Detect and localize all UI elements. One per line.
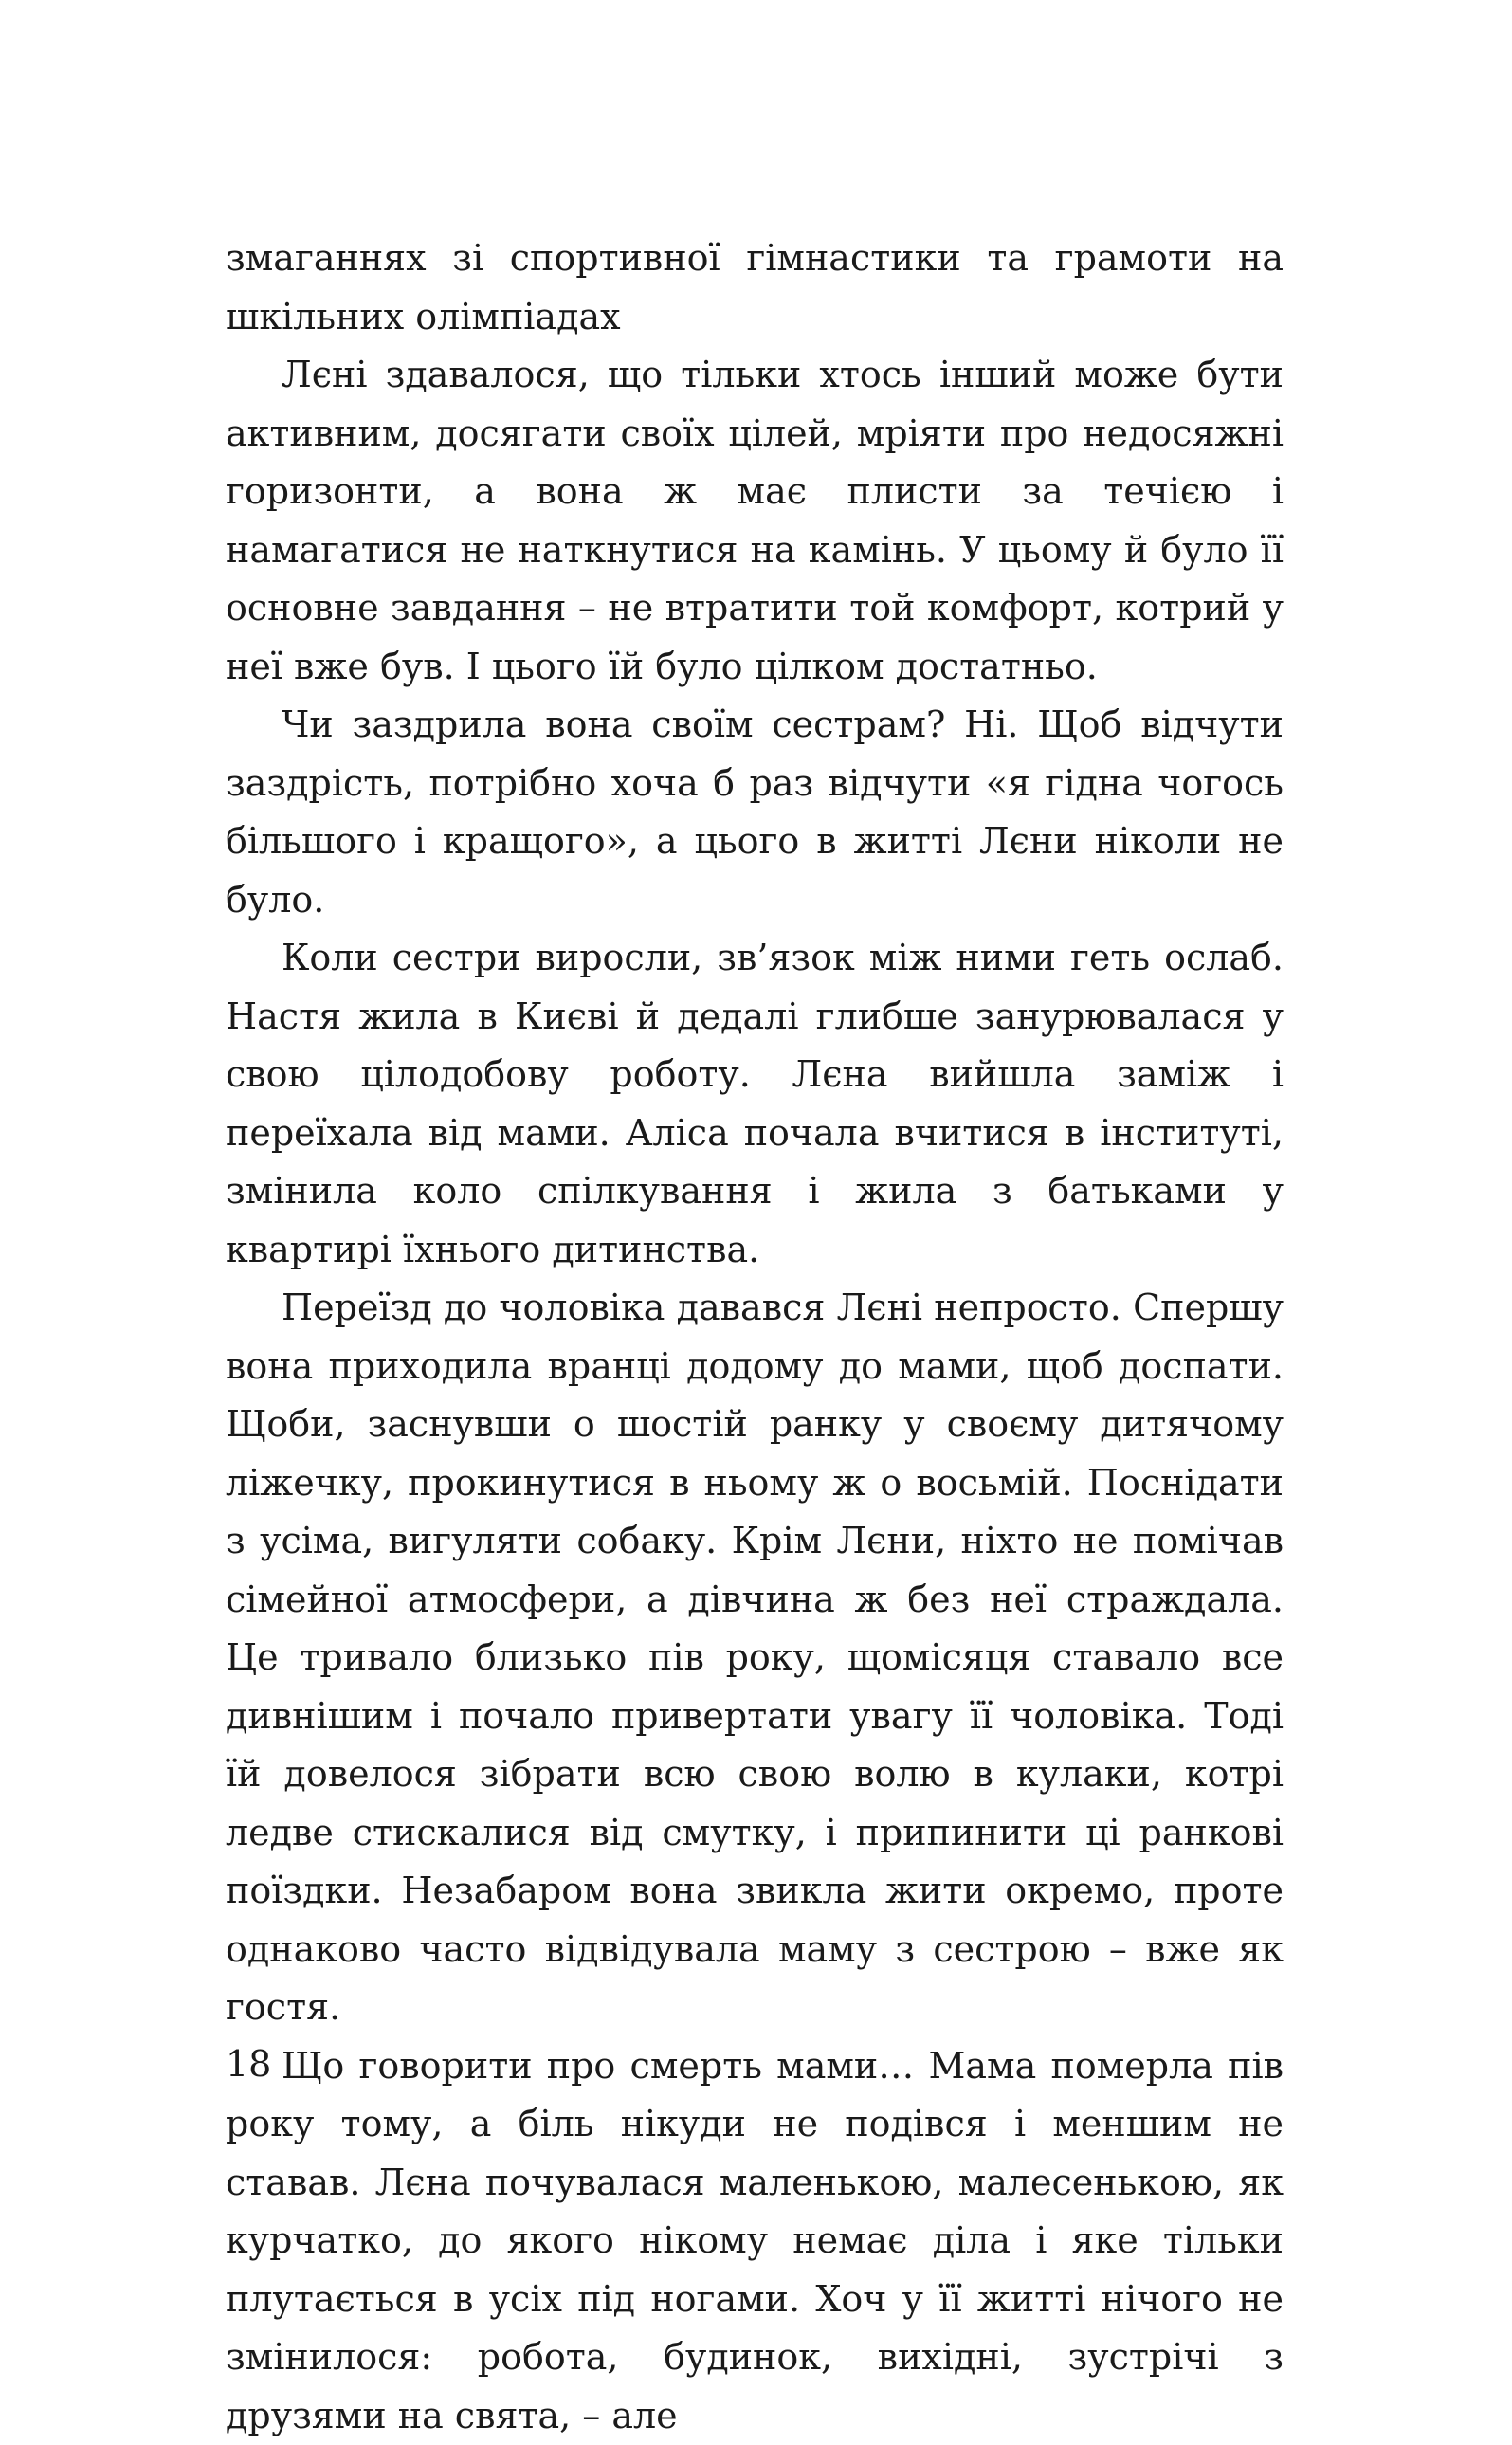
body-text xyxy=(226,229,1284,2445)
paragraph-2: Лєні здавалося, що тільки хтось інший може бути активним, досягати своїх цілей, мріяти про недосяжні горизонти, а вона ж має плисти за течією і намагатися не наткнутися на камінь. У цьому й було її основне завдання – не втратити той комфорт, котрий у неї вже був. І цього їй було цілком достатньо. xyxy=(226,346,1284,696)
page-number: 18 xyxy=(226,2040,271,2088)
paragraph-3: Чи заздрила вона своїм сестрам? Ні. Щоб відчути заздрість, потрібно хоча б раз відчути «я гідна чогось більшого і кращого», а цього в житті Лєни ніколи не було. xyxy=(226,696,1284,929)
paragraph-6: Що говорити про смерть мами… Мама померла пів року тому, а біль нікуди не подівся і меншим не ставав. Лєна почувалася маленькою, малесенькою, як курчатко, до якого нікому немає діла і яке тільки плутається в усіх під ногами. Хоч у її житті нічого не змінилося: робота, будинок, вихідні, зустрічі з друзями на свята, – але xyxy=(226,2037,1284,2445)
paragraph-5: Переїзд до чоловіка давався Лєні непросто. Спершу вона приходила вранці додому до мами, щоб доспати. Щоби, заснувши о шостій ранку у своєму дитячому ліжечку, прокинутися в ньому ж о восьмій. Поснідати з усіма, вигуляти собаку. Крім Лєни, ніхто не помічав сімейної атмосфери, а дівчина ж без неї страждала. Це тривало близько пів року, щомісяця ставало все дивнішим і почало привертати увагу її чоловіка. Тоді їй довелося зібрати всю свою волю в кулаки, котрі ледве стискалися від смутку, і припинити ці ранкові поїздки. Незабаром вона звикла жити окремо, проте однаково часто відвідувала маму з сестрою – вже як гостя. xyxy=(226,1279,1284,2037)
paragraph-4: Коли сестри виросли, зв’язок між ними геть ослаб. Настя жила в Києві й дедалі глибше занурювалася у свою цілодобову роботу. Лєна вийшла заміж і переїхала від мами. Аліса почала вчитися в інституті, змінила коло спілкування і жила з батьками у квартирі їхнього дитинства. xyxy=(226,929,1284,1279)
paragraph-1: змаганнях зі спортивної гімнастики та грамоти на шкільних олімпіадах xyxy=(226,229,1284,346)
